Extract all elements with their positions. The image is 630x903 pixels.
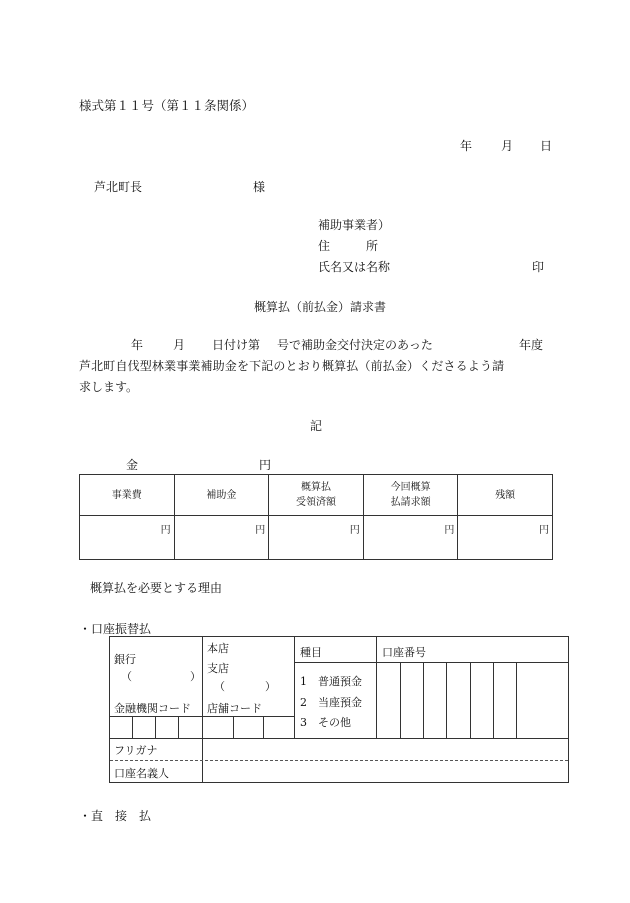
summary-table (79, 474, 553, 560)
header-current-request: 今回概算 払請求額 (363, 475, 458, 516)
amount-unit: 円 (259, 458, 272, 472)
applicant-name-label: 氏名又は名称 (318, 260, 391, 274)
seal-label: 印 (532, 260, 545, 274)
account-type-current[interactable]: 2 当座預金 (300, 696, 362, 709)
date-month-label: 月 (501, 139, 514, 153)
account-holder-input[interactable] (204, 763, 567, 781)
recipient-name: 芦北町長 (94, 180, 143, 194)
header-balance: 残額 (458, 475, 553, 516)
body-decision-text: 号で補助金交付決定のあった (277, 338, 433, 352)
body-fiscal-year: 年度 (519, 338, 544, 352)
recipient-honorific: 様 (253, 180, 266, 194)
cell-balance[interactable]: 円 (458, 516, 553, 560)
branch-paren-close: ） (265, 680, 276, 693)
header-project-cost: 事業費 (80, 475, 175, 516)
document-title: 概算払（前払金）請求書 (254, 300, 387, 314)
header-received: 概算払 受領済額 (269, 475, 364, 516)
head-office-label: 本店 (207, 642, 229, 655)
account-type-label: 種目 (300, 646, 322, 659)
branch-label: 支店 (207, 662, 229, 675)
cell-received[interactable]: 円 (269, 516, 364, 560)
branch-name-input[interactable] (222, 676, 262, 694)
account-number-label: 口座番号 (382, 646, 426, 659)
body-month: 月 (173, 338, 186, 352)
bank-name-input[interactable] (120, 664, 182, 682)
account-type-ordinary[interactable]: 1 普通預金 (300, 675, 362, 688)
cell-subsidy[interactable]: 円 (174, 516, 269, 560)
reason-label: 概算払を必要とする理由 (90, 581, 223, 595)
body-date-number: 日付け第 (212, 338, 261, 352)
body-line-3: 求します。 (79, 380, 139, 394)
account-holder-label: 口座名義人 (114, 767, 169, 780)
branch-code-label: 店舗コード (207, 702, 262, 715)
body-line-2: 芦北町自伐型林業事業補助金を下記のとおり概算払（前払金）くださるよう請 (79, 359, 505, 373)
bank-label: 銀行 (114, 653, 136, 666)
form-number: 様式第１１号（第１１条関係） (79, 98, 255, 113)
direct-payment-label: ・直 接 払 (79, 809, 152, 823)
cell-current-request[interactable]: 円 (363, 516, 458, 560)
cell-project-cost[interactable]: 円 (80, 516, 175, 560)
date-year-label: 年 (460, 139, 473, 153)
body-year: 年 (131, 338, 144, 352)
header-subsidy: 補助金 (174, 475, 269, 516)
account-type-other[interactable]: 3 その他 (300, 716, 351, 729)
furigana-label: フリガナ (114, 744, 158, 757)
applicant-label: 補助事業者） (318, 218, 391, 232)
bank-paren-open: （ (121, 670, 132, 683)
ki-heading: 記 (310, 419, 323, 433)
bank-code-label: 金融機関コード (114, 702, 191, 715)
furigana-input[interactable] (204, 740, 567, 758)
date-day-label: 日 (540, 139, 553, 153)
branch-paren-open: （ (214, 680, 225, 693)
applicant-address-label: 住 所 (318, 239, 379, 253)
bank-paren-close: ） (190, 670, 201, 683)
transfer-section-label: ・口座振替払 (79, 622, 152, 636)
amount-label: 金 (126, 458, 139, 472)
